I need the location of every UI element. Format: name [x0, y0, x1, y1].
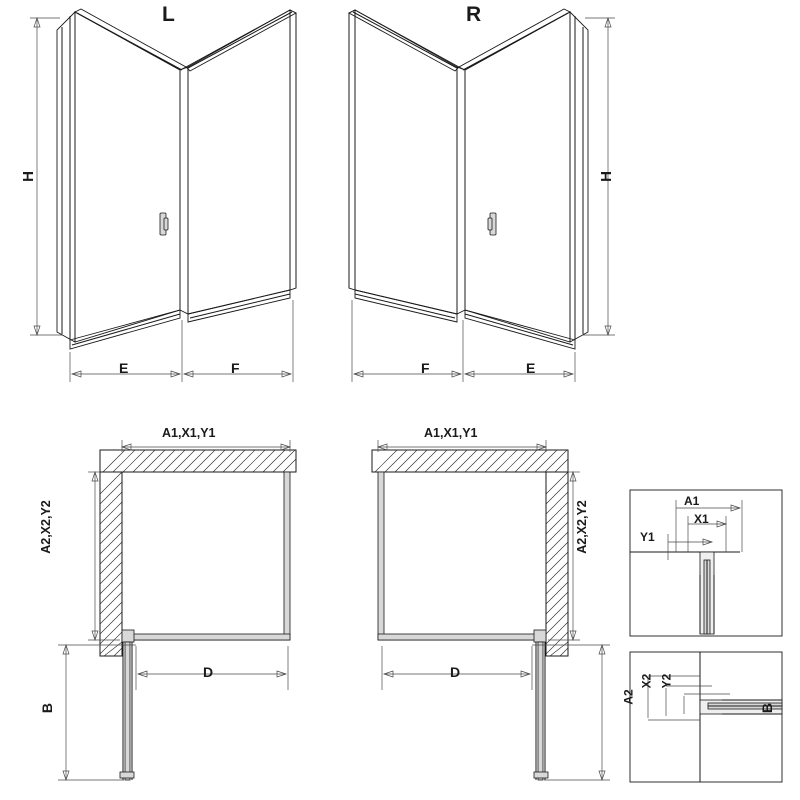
plan-right-depth-label: B	[759, 702, 776, 714]
detail-bottom-label-a2: A2	[621, 689, 636, 705]
plan-left-top-label: A1,X1,Y1	[162, 426, 216, 440]
detail-bottom-label-y2: Y2	[659, 673, 674, 689]
iso-left-title: L	[162, 3, 175, 26]
detail-bottom-label-x2: X2	[639, 673, 654, 689]
iso-left-height-label: H	[19, 171, 37, 182]
detail-top-label-x1: X1	[694, 512, 709, 526]
iso-right-far-width-label: F	[421, 360, 430, 376]
detail-top-label-y1: Y1	[640, 530, 655, 544]
iso-right-near-width-label: E	[526, 360, 536, 376]
detail-top-label-a1: A1	[684, 494, 700, 508]
plan-right-door-label: D	[450, 664, 461, 680]
plan-right-side-label: A2,X2,Y2	[575, 500, 589, 554]
plan-left-door-label: D	[203, 664, 214, 680]
iso-left-far-width-label: F	[231, 360, 240, 376]
iso-right-height-label: H	[597, 171, 615, 182]
plan-right-top-label: A1,X1,Y1	[424, 426, 478, 440]
iso-left-near-width-label: E	[119, 360, 129, 376]
plan-left-side-label: A2,X2,Y2	[39, 500, 53, 554]
plan-left-depth-label: B	[39, 702, 56, 714]
iso-right-title: R	[466, 3, 482, 26]
